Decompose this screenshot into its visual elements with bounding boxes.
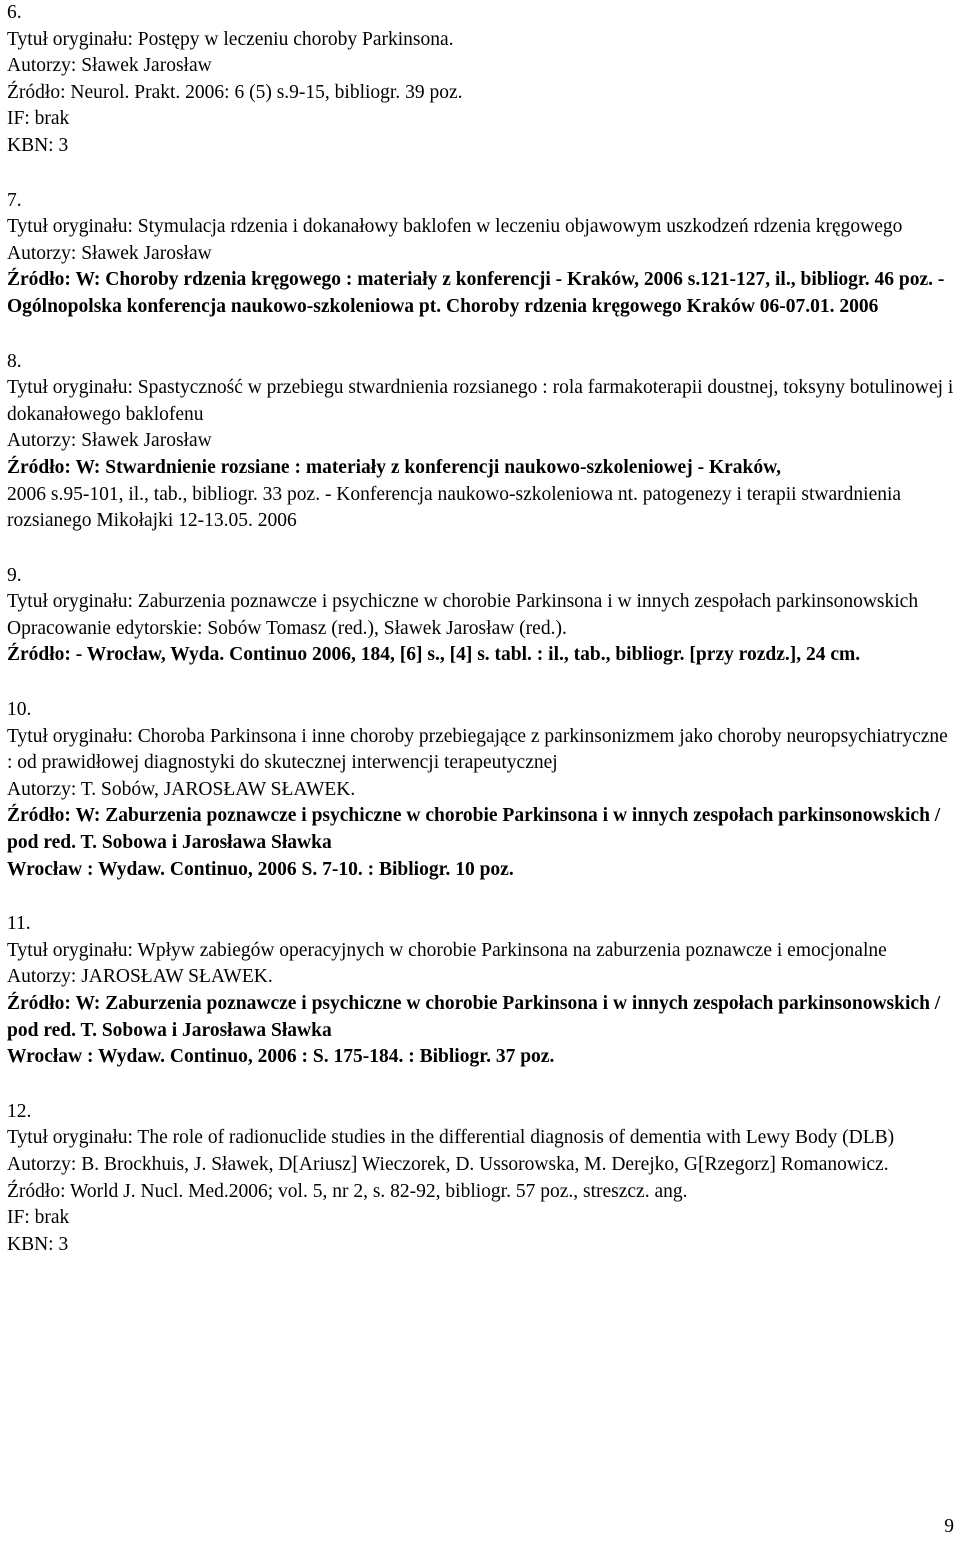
entry-line: Tytuł oryginału: Spastyczność w przebiegu stwardnienia rozsianego : rola farmakoterapii doustnej, toksyny botulinowej i dokanałowego baklofenu (7, 377, 954, 425)
entry-line: Wrocław : Wydaw. Continuo, 2006 S. 7-10. : Bibliogr. 10 poz. (7, 858, 514, 880)
entry-line: Opracowanie edytorskie: Sobów Tomasz (red.), Sławek Jarosław (red.). (7, 617, 567, 639)
entry-line: Źródło: World J. Nucl. Med.2006; vol. 5, nr 2, s. 82-92, bibliogr. 57 poz., streszcz. ang. (7, 1180, 688, 1202)
entry-line: Tytuł oryginału: Zaburzenia poznawcze i psychiczne w chorobie Parkinsona i w innych zespołach parkinsonowskich (7, 591, 919, 613)
bibliography-entry (7, 0, 957, 160)
entry-number: 9. (7, 564, 22, 586)
bibliography-entry (7, 697, 957, 883)
entry-line: Autorzy: Sławek Jarosław (7, 430, 212, 452)
entry-line: Autorzy: Sławek Jarosław (7, 242, 212, 264)
entry-number: 6. (7, 2, 22, 23)
bibliography-entry (7, 349, 957, 535)
entry-line: Tytuł oryginału: Wpływ zabiegów operacyjnych w chorobie Parkinsona na zaburzenia poznawcze i emocjonalne (7, 939, 887, 961)
bibliography-entry (7, 188, 957, 321)
entry-number: 11. (7, 913, 31, 935)
entry-line: Źródło: W: Choroby rdzenia kręgowego : materiały z konferencji - Kraków, 2006 s.121-127, il., bibliogr. 46 poz. - Ogólnopolska konferencja naukowo-szkoleniowa pt. Choroby rdzenia kręgowego Kraków 06-07.01. 2006 (7, 269, 945, 317)
entry-line: Wrocław : Wydaw. Continuo, 2006 : S. 175-184. : Bibliogr. 37 poz. (7, 1046, 555, 1068)
entry-line: Autorzy: JAROSŁAW SŁAWEK. (7, 966, 273, 988)
bibliography-list (7, 0, 957, 1286)
entry-number: 8. (7, 350, 22, 372)
entry-line: Tytuł oryginału: Choroba Parkinsona i inne choroby przebiegające z parkinsonizmem jako choroby neuropsychiatryczne : od prawidłowej diagnostyki do skutecznej interwencji terapeutycznej (7, 725, 948, 774)
entry-line: Źródło: - Wrocław, Wyda. Continuo 2006, 184, [6] s., [4] s. tabl. : il., tab., bibliogr. [przy rozdz.], 24 cm. (7, 644, 861, 666)
entry-line: Autorzy: B. Brockhuis, J. Sławek, D[Ariusz] Wieczorek, D. Ussorowska, M. Derejko, G[Rzegorz] Romanowicz. (7, 1153, 889, 1175)
entry-line: IF: brak (7, 1207, 70, 1229)
entry-line: Źródło: W: Stwardnienie rozsiane : materiały z konferencji naukowo-szkoleniowej - Kraków, (7, 456, 782, 478)
bibliography-entry (7, 1099, 957, 1259)
entry-line: Autorzy: Sławek Jarosław (7, 55, 212, 77)
entry-number: 7. (7, 189, 22, 211)
page-number: 9 (944, 1516, 954, 1537)
entry-line: Źródło: W: Zaburzenia poznawcze i psychiczne w chorobie Parkinsona i w innych zespołach parkinsonowskich / pod red. T. Sobowa i Jarosława Sławka (7, 805, 941, 854)
entry-line: Źródło: Neurol. Prakt. 2006: 6 (5) s.9-15, bibliogr. 39 poz. (7, 81, 463, 103)
entry-line: Tytuł oryginału: The role of radionuclide studies in the differential diagnosis of dementia with Lewy Body (DLB) (7, 1127, 895, 1149)
entry-line: KBN: 3 (7, 1233, 69, 1255)
entry-line: Tytuł oryginału: Stymulacja rdzenia i dokanałowy baklofen w leczeniu objawowym uszkodzeń rdzenia kręgowego (7, 216, 903, 238)
entry-number: 10. (7, 699, 32, 721)
entry-line: KBN: 3 (7, 134, 69, 156)
entry-number: 12. (7, 1100, 32, 1122)
entry-line: Autorzy: T. Sobów, JAROSŁAW SŁAWEK. (7, 778, 356, 800)
bibliography-entry (7, 563, 957, 669)
entry-line: Tytuł oryginału: Postępy w leczeniu choroby Parkinsona. (7, 28, 454, 50)
entry-line: IF: brak (7, 108, 70, 130)
bibliography-entry (7, 911, 957, 1071)
entry-line: Źródło: W: Zaburzenia poznawcze i psychiczne w chorobie Parkinsona i w innych zespołach parkinsonowskich / pod red. T. Sobowa i Jarosława Sławka (7, 993, 941, 1041)
entry-line: 2006 s.95-101, il., tab., bibliogr. 33 poz. - Konferencja naukowo-szkoleniowa nt. patogenezy i terapii stwardnienia rozsianego Mikołajki 12-13.05. 2006 (7, 483, 902, 532)
